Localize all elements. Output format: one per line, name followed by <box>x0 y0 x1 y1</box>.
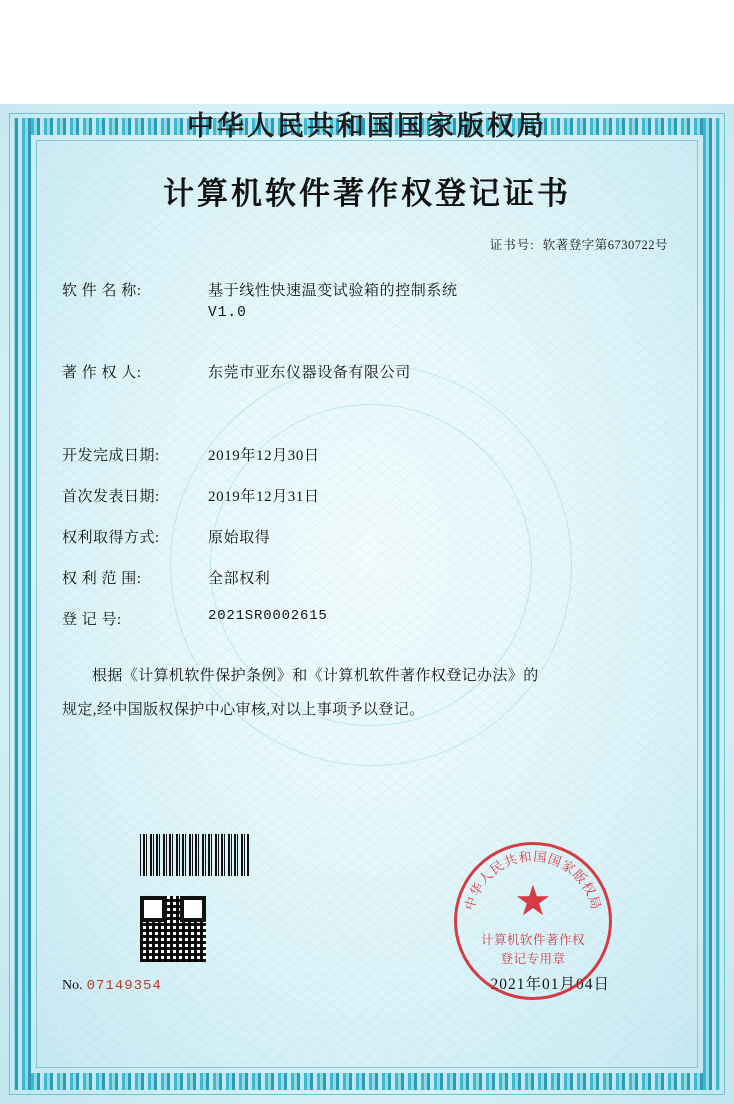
statement-line-2: 规定,经中国版权保护中心审核,对以上事项予以登记。 <box>62 702 425 718</box>
field-rights-scope <box>62 567 672 588</box>
spacer <box>62 422 672 444</box>
barcode-icon <box>140 834 250 876</box>
issuer-title: 中华人民共和国国家版权局 <box>187 111 547 141</box>
field-label: 权 利 范 围: <box>62 571 142 587</box>
serial-label: No. <box>62 978 83 993</box>
serial-number <box>62 978 162 994</box>
certificate-page <box>0 104 734 1104</box>
certificate-content <box>0 104 734 727</box>
qr-code-icon <box>140 896 206 962</box>
seal-text-lines <box>457 931 609 969</box>
spacer <box>62 327 672 361</box>
field-label: 首次发表日期: <box>62 489 160 505</box>
field-value: 2019年12月31日 <box>208 489 320 505</box>
certificate-number-row <box>62 235 672 253</box>
field-value: 原始取得 <box>208 530 271 546</box>
field-value: 2021SR0002615 <box>208 608 328 624</box>
field-value <box>208 279 672 321</box>
field-label: 著 作 权 人: <box>62 365 142 381</box>
seal-line-2: 登记专用章 <box>500 952 566 966</box>
statement-line-1: 根据《计算机软件保护条例》和《计算机软件著作权登记办法》的 <box>92 668 539 684</box>
seal-line-1: 计算机软件著作权 <box>480 933 585 947</box>
field-development-date <box>62 444 672 465</box>
field-value: 2019年12月30日 <box>208 448 320 464</box>
certificate-number-label: 证书号: <box>489 238 535 252</box>
legal-statement <box>62 659 672 727</box>
official-seal <box>454 842 612 1000</box>
field-copyright-owner <box>62 361 672 382</box>
field-value: 全部权利 <box>208 571 271 587</box>
serial-value: 07149354 <box>86 978 162 994</box>
field-acquisition-method <box>62 526 672 547</box>
field-registration-number <box>62 608 672 629</box>
issue-date: 2021年01月04日 <box>490 976 610 993</box>
spacer <box>62 388 672 422</box>
field-label: 登 记 号: <box>62 612 122 628</box>
field-first-publish-date <box>62 485 672 506</box>
field-label: 权利取得方式: <box>62 530 160 546</box>
document-title: 计算机软件著作权登记证书 <box>163 176 571 211</box>
software-version-text: V1.0 <box>208 305 247 321</box>
field-value: 东莞市亚东仪器设备有限公司 <box>208 365 411 381</box>
star-icon: ★ <box>514 879 552 925</box>
code-block <box>140 834 250 962</box>
field-label: 软 件 名 称: <box>62 283 142 299</box>
seal-ring-label: 中华人民共和国国家版权局 <box>461 848 605 912</box>
software-info-block <box>62 279 672 629</box>
field-software-name <box>62 279 672 321</box>
field-label: 开发完成日期: <box>62 448 160 464</box>
software-name-text: 基于线性快速温变试验箱的控制系统 <box>208 283 458 299</box>
certificate-number-value: 软著登字第6730722号 <box>542 238 668 252</box>
dates-block <box>62 444 672 629</box>
